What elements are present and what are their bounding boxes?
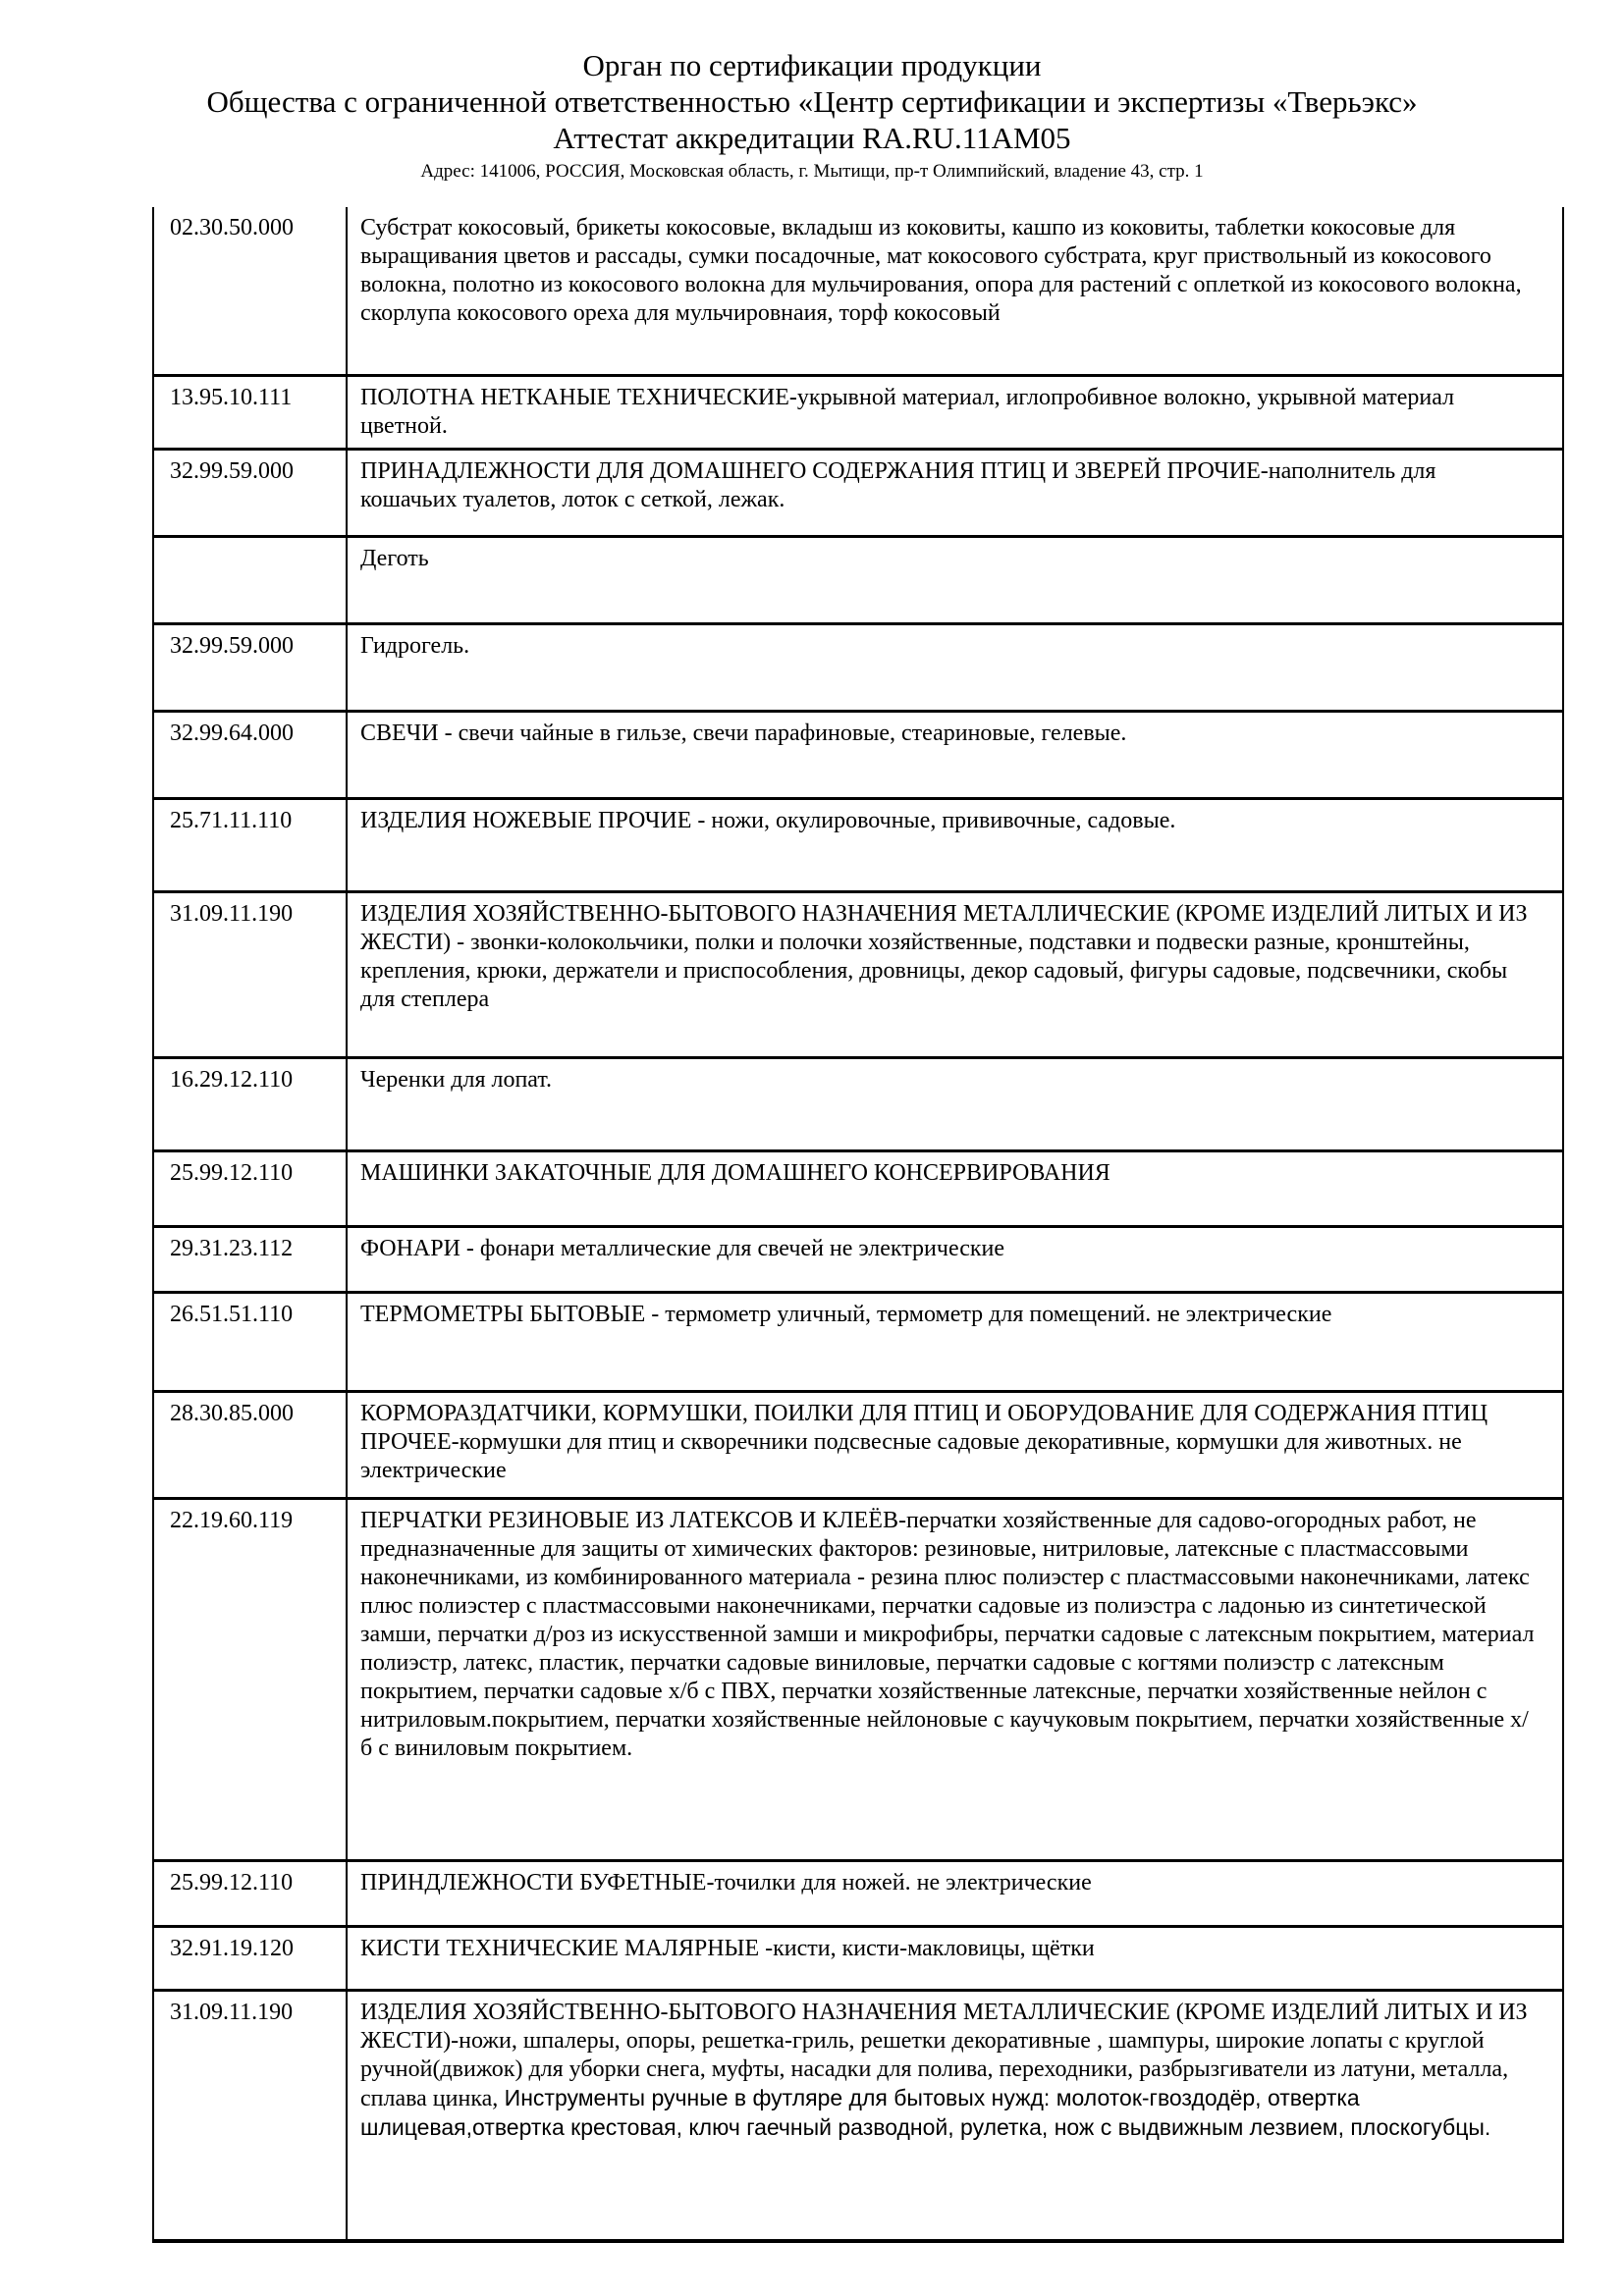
description-text: Черенки для лопат.	[360, 1067, 553, 1093]
product-description-cell	[348, 1152, 1562, 1225]
product-description-cell	[348, 1500, 1562, 1859]
table-row	[154, 1989, 1562, 2239]
product-code-cell: 26.51.51.110	[154, 1294, 348, 1390]
product-description-cell	[348, 800, 1562, 890]
table-row	[154, 448, 1562, 535]
table-row	[154, 1859, 1562, 1925]
product-description-cell	[348, 1928, 1562, 1989]
product-code-cell: 22.19.60.119	[154, 1500, 348, 1859]
header-company-name: Общества с ограниченной ответственностью «Центр сертификации и экспертизы «Тверьэкс»	[206, 84, 1418, 119]
table-row	[154, 1497, 1562, 1859]
product-description-cell	[348, 377, 1562, 448]
product-description-cell	[348, 1992, 1562, 2239]
product-code-cell: 25.99.12.110	[154, 1152, 348, 1225]
product-code-cell: 13.95.10.111	[154, 377, 348, 448]
product-description-cell	[348, 451, 1562, 535]
table-row	[154, 1291, 1562, 1390]
product-code-cell	[154, 538, 348, 622]
table-row	[154, 374, 1562, 448]
description-text: СВЕЧИ - свечи чайные в гильзе, свечи парафиновые, стеариновые, гелевые.	[360, 721, 1127, 746]
description-text: ТЕРМОМЕТРЫ БЫТОВЫЕ - термометр уличный, термометр для помещений. не электрические	[360, 1302, 1332, 1327]
product-code-cell: 32.99.59.000	[154, 451, 348, 535]
product-code-cell: 25.99.12.110	[154, 1862, 348, 1925]
table-row	[154, 890, 1562, 1056]
table-row	[154, 710, 1562, 797]
product-code-cell: 32.99.59.000	[154, 625, 348, 710]
description-text: КОРМОРАЗДАТЧИКИ, КОРМУШКИ, ПОИЛКИ ДЛЯ ПТИЦ И ОБОРУДОВАНИЕ ДЛЯ СОДЕРЖАНИЯ ПТИЦ ПРОЧЕЕ-кормушки для птиц и скворечники подсвесные садовые декоративные, кормушки для животных. не электрические	[360, 1401, 1489, 1483]
table-row	[154, 797, 1562, 890]
description-text: Деготь	[360, 546, 429, 571]
description-text: МАШИНКИ ЗАКАТОЧНЫЕ ДЛЯ ДОМАШНЕГО КОНСЕРВИРОВАНИЯ	[360, 1160, 1110, 1186]
table-row	[154, 1225, 1562, 1291]
description-text: ПРИНДЛЕЖНОСТИ БУФЕТНЫЕ-точилки для ножей. не электрические	[360, 1870, 1092, 1896]
product-description-cell	[348, 1862, 1562, 1925]
description-text: ФОНАРИ - фонари металлические для свечей не электрические	[360, 1236, 1005, 1261]
table-row	[154, 207, 1562, 374]
product-code-cell: 29.31.23.112	[154, 1228, 348, 1291]
table-row	[154, 1056, 1562, 1149]
header-accreditation: Аттестат аккредитации RA.RU.11АМ05	[553, 121, 1071, 155]
description-text: ИЗДЕЛИЯ НОЖЕВЫЕ ПРОЧИЕ - ножи, окулировочные, прививочные, садовые.	[360, 808, 1176, 833]
description-text: ИЗДЕЛИЯ ХОЗЯЙСТВЕННО-БЫТОВОГО НАЗНАЧЕНИЯ МЕТАЛЛИЧЕСКИЕ (КРОМЕ ИЗДЕЛИЙ ЛИТЫХ И ИЗ ЖЕСТИ)-ножи, шпалеры, опоры, решетка-гриль, решетки декоративные , шампуры, широкие лопаты с круглой ручной(движок) для уборки снега, муфты, насадки для полива, переходники, разбрызгиватели из латуни, металла, сплава цинка,	[360, 2000, 1528, 2111]
description-text: КИСТИ ТЕХНИЧЕСКИЕ МАЛЯРНЫЕ -кисти, кисти-макловицы, щётки	[360, 1936, 1095, 1961]
description-text: ПОЛОТНА НЕТКАНЫЕ ТЕХНИЧЕСКИЕ-укрывной материал, иглопробивное волокно, укрывной материал цветной.	[360, 385, 1455, 439]
description-text: ПЕРЧАТКИ РЕЗИНОВЫЕ ИЗ ЛАТЕКСОВ И КЛЕЁВ-перчатки хозяйственные для садово-огородных работ, не предназначенные для защиты от химических факторов: резиновые, нитриловые, латексные с пластмассовыми наконечниками, из комбинированного материала - резина плюс полиэстер с пластмассовыми наконечниками, латекс плюс полиэстер с пластмассовыми наконечниками, перчатки садовые из полиэстра с ладонью из синтетической замши, перчатки д/роз из искусственной замши и микрофибры, перчатки садовые с латексным покрытием, материал полиэстр, латекс, пластик, перчатки садовые виниловые, перчатки садовые с когтями полиэстр с латексным покрытием, перчатки садовые х/б с ПВХ, перчатки хозяйственные латексные, перчатки хозяйственные нейлон с нитриловым.покрытием, перчатки хозяйственные нейлоновые с каучуковым покрытием, перчатки хозяйственные х/б с виниловым покрытием.	[360, 1508, 1535, 1761]
product-code-cell: 31.09.11.190	[154, 1992, 348, 2239]
product-description-cell	[348, 1228, 1562, 1291]
product-code-cell: 28.30.85.000	[154, 1393, 348, 1497]
product-description-cell	[348, 625, 1562, 710]
product-code-cell: 32.91.19.120	[154, 1928, 348, 1989]
product-description-cell	[348, 207, 1562, 374]
products-table	[152, 207, 1564, 2243]
description-text: ИЗДЕЛИЯ ХОЗЯЙСТВЕННО-БЫТОВОГО НАЗНАЧЕНИЯ МЕТАЛЛИЧЕСКИЕ (КРОМЕ ИЗДЕЛИЙ ЛИТЫХ И ИЗ ЖЕСТИ) - звонки-колокольчики, полки и полочки хозяйственные, подставки и подвески разные, кронштейны, крепления, крюки, держатели и приспособления, дровницы, декор садовый, фигуры садовые, подсвечники, скобы для степлера	[360, 901, 1528, 1012]
description-text: Гидрогель.	[360, 633, 470, 659]
table-row	[154, 1390, 1562, 1497]
table-row	[154, 1149, 1562, 1225]
product-code-cell: 31.09.11.190	[154, 893, 348, 1056]
description-text: ПРИНАДЛЕЖНОСТИ ДЛЯ ДОМАШНЕГО СОДЕРЖАНИЯ ПТИЦ И ЗВЕРЕЙ ПРОЧИЕ-наполнитель для кошачьих туалетов, лоток с сеткой, лежак.	[360, 458, 1436, 512]
description-text-sans: Инструменты ручные в футляре для бытовых нужд: молоток-гвоздодёр, отвертка шлицевая,отвертка крестовая, ключ гаечный разводной, рулетка, нож с выдвижным лезвием, плоскогубцы.	[360, 2085, 1491, 2140]
product-code-cell: 02.30.50.000	[154, 207, 348, 374]
table-row	[154, 535, 1562, 622]
product-description-cell	[348, 538, 1562, 622]
product-code-cell: 32.99.64.000	[154, 713, 348, 797]
header-org-title: Орган по сертификации продукции	[582, 48, 1042, 82]
table-row	[154, 622, 1562, 710]
product-code-cell: 25.71.11.110	[154, 800, 348, 890]
product-description-cell	[348, 1059, 1562, 1149]
description-text: Субстрат кокосовый, брикеты кокосовые, вкладыш из коковиты, кашпо из коковиты, таблетки кокосовые для выращивания цветов и рассады, сумки посадочные, мат кокосового субстрата, круг приствольный из кокосового волокна, полотно из кокосового волокна для мульчирования, опора для растений с оплеткой из кокосового волокна, скорлупа кокосового ореха для мульчировнаия, торф кокосовый	[360, 215, 1522, 326]
product-description-cell	[348, 893, 1562, 1056]
document-header	[0, 0, 1624, 187]
product-description-cell	[348, 713, 1562, 797]
product-code-cell: 16.29.12.110	[154, 1059, 348, 1149]
header-address: Адрес: 141006, РОССИЯ, Московская область, г. Мытищи, пр-т Олимпийский, владение 43, стр. 1	[420, 161, 1204, 182]
product-description-cell	[348, 1294, 1562, 1390]
table-row	[154, 1925, 1562, 1989]
product-description-cell	[348, 1393, 1562, 1497]
